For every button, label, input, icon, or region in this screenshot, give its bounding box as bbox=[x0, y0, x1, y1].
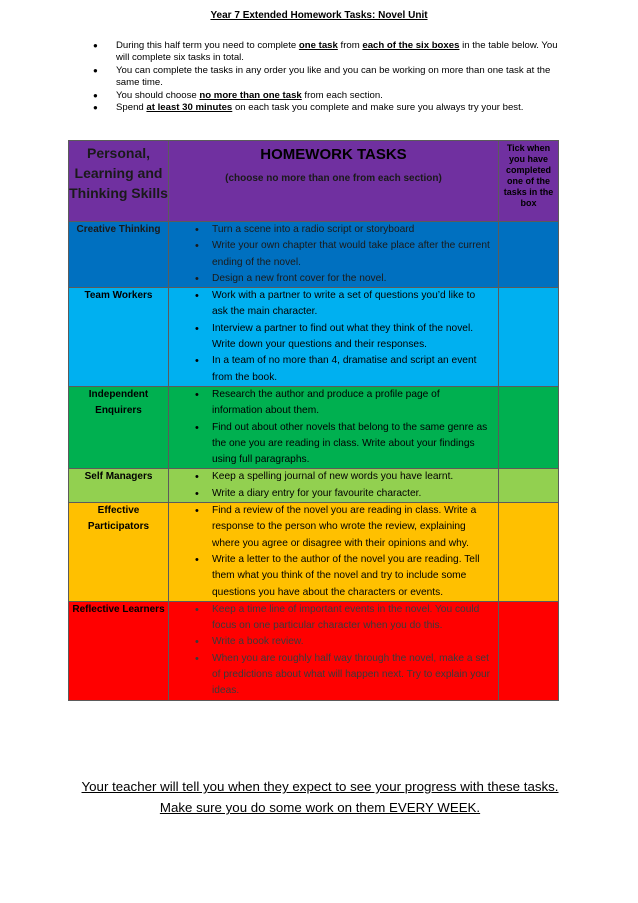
section-category: Effective Participators bbox=[69, 503, 169, 602]
tick-cell[interactable] bbox=[499, 288, 559, 387]
task-list bbox=[169, 602, 498, 700]
task-list bbox=[169, 469, 498, 502]
task-list bbox=[169, 222, 498, 287]
task-item: • Write a book review. bbox=[169, 634, 492, 650]
section-row-self-managers bbox=[69, 469, 559, 503]
instruction-item: ● You can complete the tasks in any order you like and you can be working on more than one task at the same time. bbox=[90, 65, 560, 90]
section-category: Creative Thinking bbox=[69, 222, 169, 288]
task-item: • Write your own chapter that would take place after the current ending of the novel. bbox=[169, 238, 492, 271]
table-header-row bbox=[69, 141, 559, 222]
tick-cell[interactable] bbox=[499, 469, 559, 503]
section-row-independent-enquirers bbox=[69, 386, 559, 468]
tick-cell[interactable] bbox=[499, 222, 559, 288]
section-row-creative-thinking bbox=[69, 222, 559, 288]
task-item: • Find out about other novels that belong to the same genre as the one you are reading in class. Write about your findings using full paragraphs. bbox=[169, 420, 492, 469]
task-list bbox=[169, 503, 498, 601]
task-item: • Design a new front cover for the novel. bbox=[169, 271, 492, 287]
task-item: • When you are roughly half way through the novel, make a set of predictions about what will happen next. Try to explain your ideas. bbox=[169, 651, 492, 700]
tick-cell[interactable] bbox=[499, 601, 559, 700]
tasks-header bbox=[169, 141, 499, 222]
section-row-effective-participators bbox=[69, 503, 559, 602]
section-category: Team Workers bbox=[69, 288, 169, 387]
tasks-header-title: HOMEWORK TASKS bbox=[260, 146, 407, 163]
task-item: • Turn a scene into a radio script or storyboard bbox=[169, 222, 492, 238]
task-item: • Write a letter to the author of the novel you are reading. Tell them what you think of the novel and try to include some questions you have about the characters or events. bbox=[169, 552, 492, 601]
section-row-team-workers bbox=[69, 288, 559, 387]
task-item: • Keep a time line of important events in the novel. You could focus on one particular character when you do this. bbox=[169, 602, 492, 635]
task-item: • Research the author and produce a profile page of information about them. bbox=[169, 387, 492, 420]
task-item: • In a team of no more than 4, dramatise and script an event from the book. bbox=[169, 353, 492, 386]
instruction-item: ● You should choose no more than one task from each section. bbox=[90, 90, 560, 102]
tasks-header-subtitle: (choose no more than one from each section) bbox=[225, 173, 442, 184]
tick-cell[interactable] bbox=[499, 386, 559, 468]
section-category: Independent Enquirers bbox=[69, 386, 169, 468]
section-category: Self Managers bbox=[69, 469, 169, 503]
task-item: • Interview a partner to find out what they think of the novel. Write down your questions and their responses. bbox=[169, 321, 492, 354]
task-list bbox=[169, 387, 498, 468]
instructions-list bbox=[90, 40, 560, 114]
section-category: Reflective Learners bbox=[69, 601, 169, 700]
skills-header: Personal, Learning and Thinking Skills bbox=[69, 141, 169, 222]
footer-note: Your teacher will tell you when they expect to see your progress with these tasks. Make sure you do some work on them EVERY WEEK. bbox=[81, 779, 559, 815]
homework-table bbox=[68, 140, 559, 701]
task-list bbox=[169, 288, 498, 386]
instruction-item: ● During this half term you need to complete one task from each of the six boxes in the table below. You will complete six tasks in total. bbox=[90, 40, 560, 65]
section-row-reflective-learners bbox=[69, 601, 559, 700]
task-item: • Find a review of the novel you are reading in class. Write a response to the person who wrote the review, explaining where you agree or disagree with their opinions and why. bbox=[169, 503, 492, 552]
instruction-item: ● Spend at least 30 minutes on each task you complete and make sure you always try your best. bbox=[90, 102, 560, 114]
task-item: • Write a diary entry for your favourite character. bbox=[169, 486, 492, 502]
tick-header: Tick when you have completed one of the tasks in the box bbox=[499, 141, 559, 222]
task-item: • Keep a spelling journal of new words you have learnt. bbox=[169, 469, 492, 485]
document-title: Year 7 Extended Homework Tasks: Novel Unit bbox=[210, 10, 428, 21]
tick-cell[interactable] bbox=[499, 503, 559, 602]
task-item: • Work with a partner to write a set of questions you’d like to ask the main character. bbox=[169, 288, 492, 321]
